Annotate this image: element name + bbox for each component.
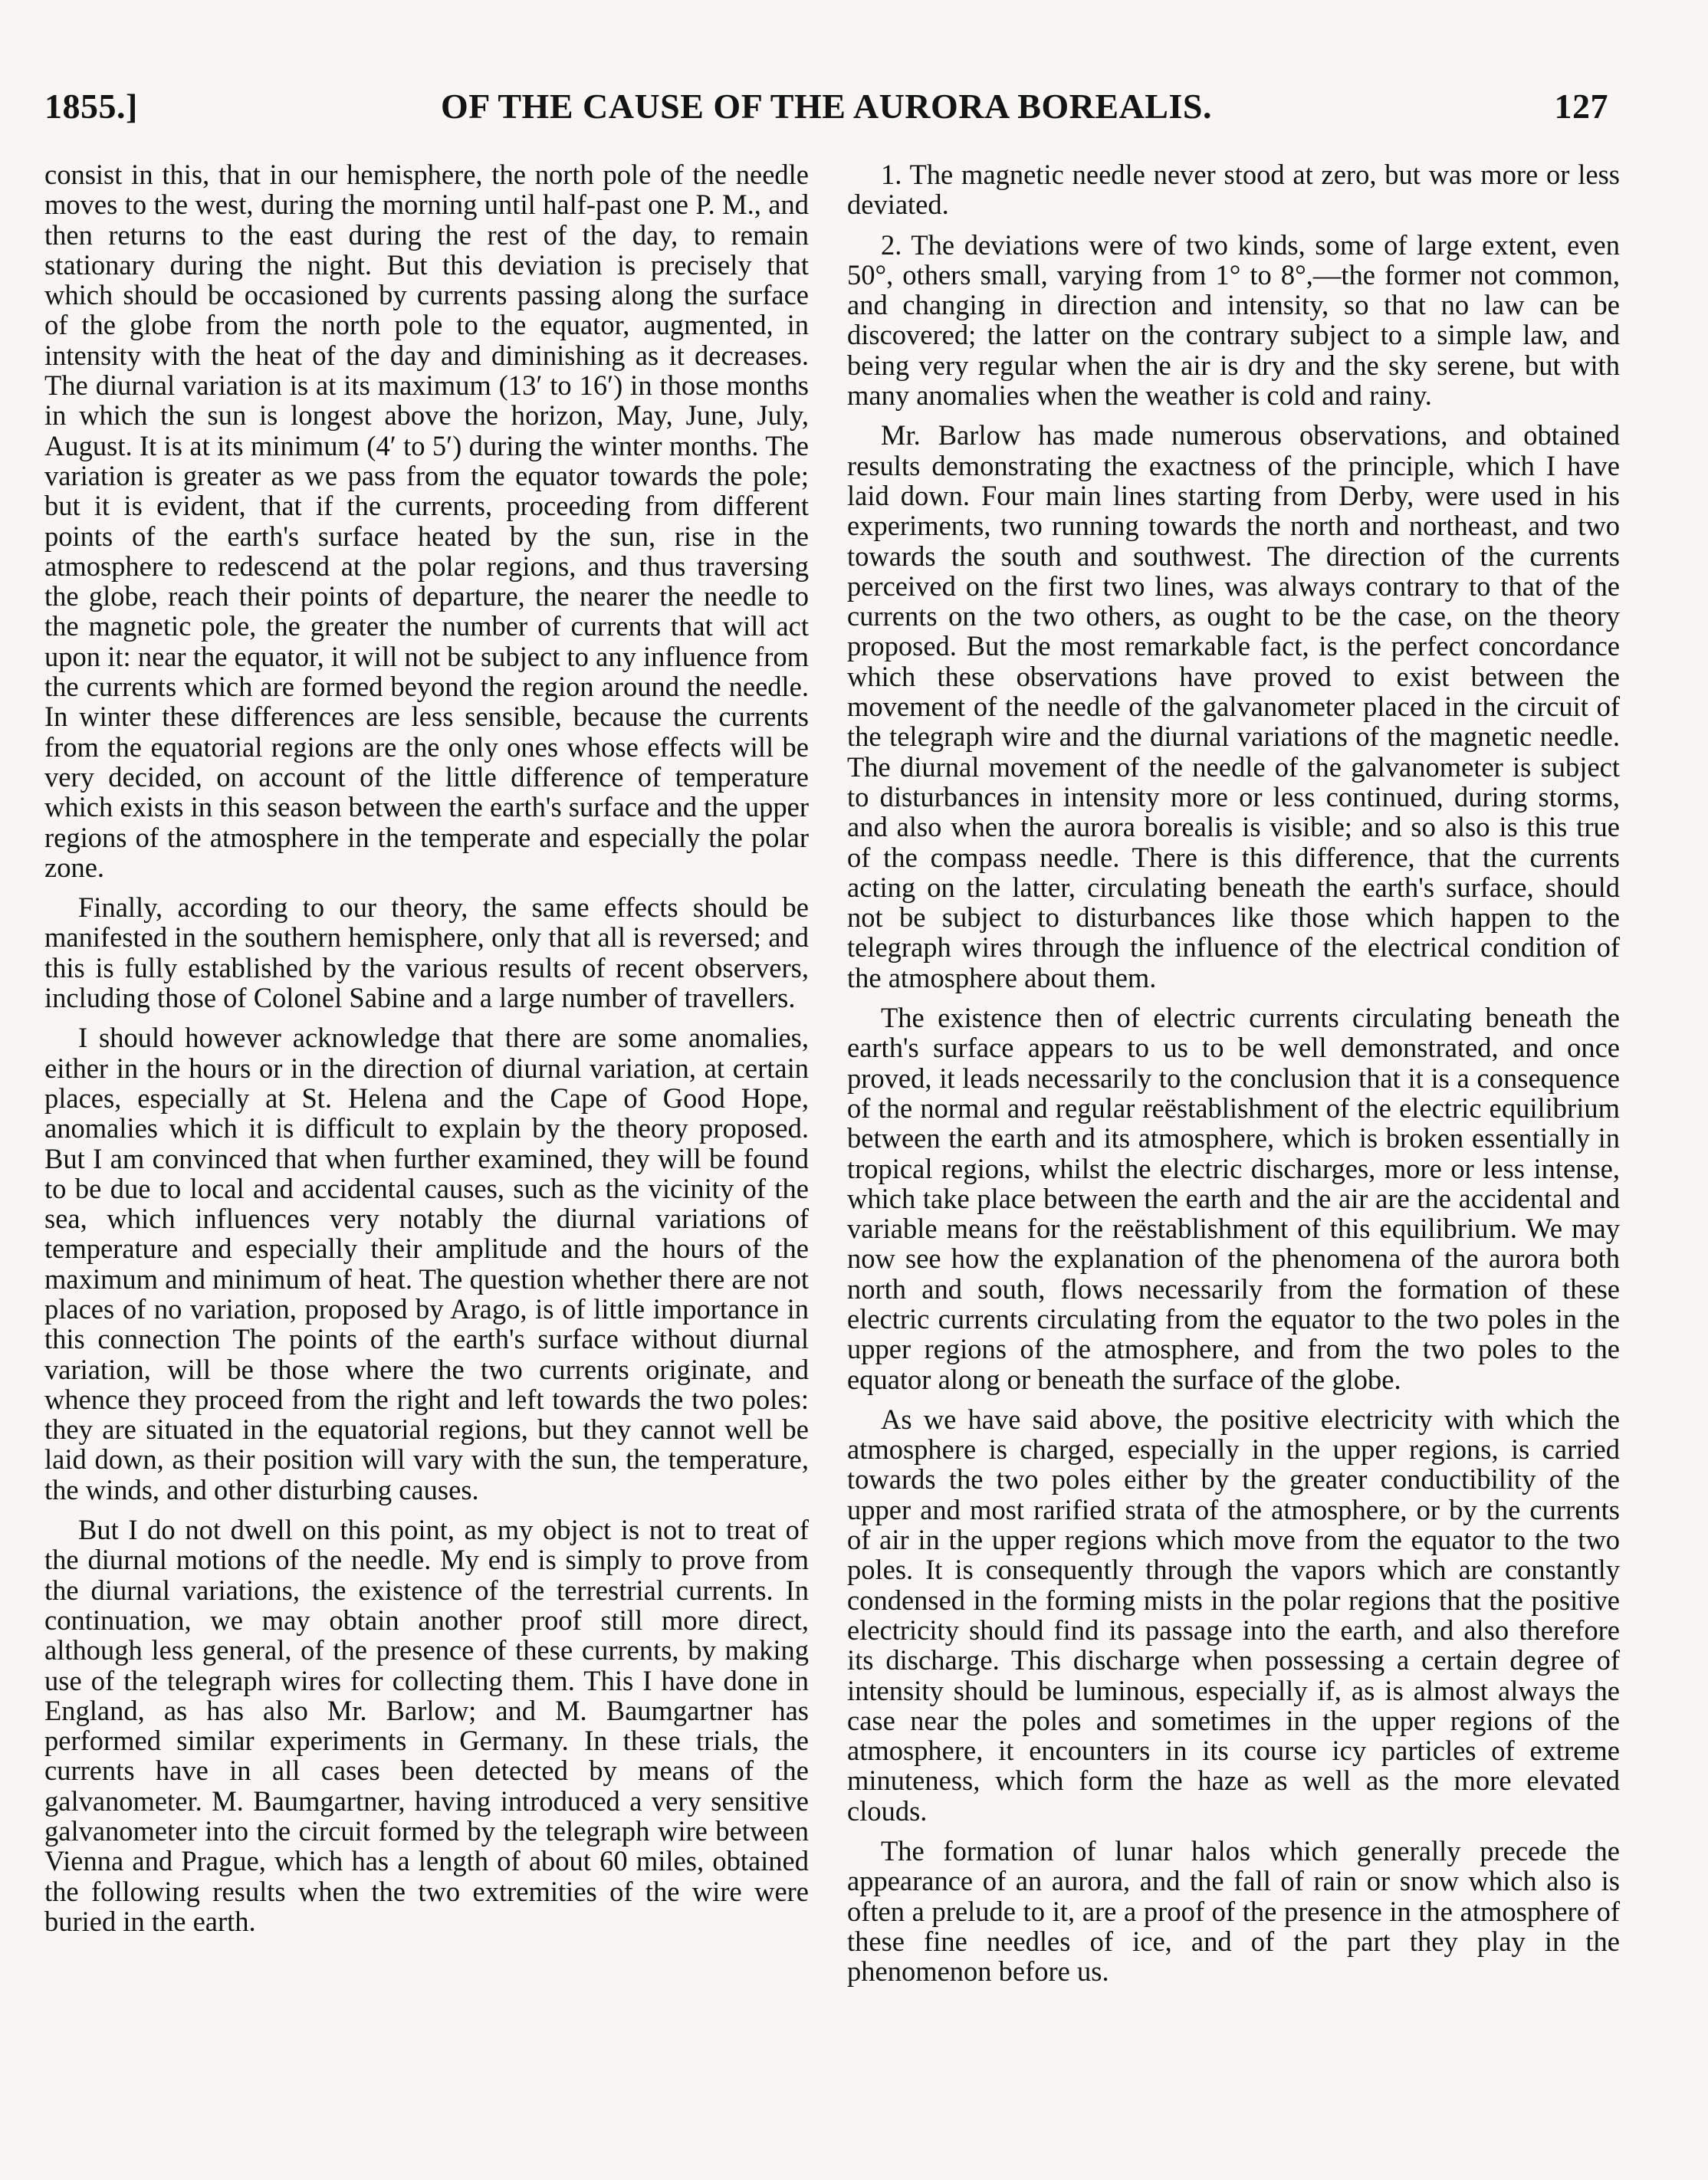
header-year: 1855.] bbox=[44, 87, 138, 126]
paragraph: consist in this, that in our hemisphere, the north pole of the needle moves to the west, during the morning until half-past one P. M., and then returns to the east during the rest of the day, to remain stationary during the night. But this deviation is precisely that which should be occasioned by currents passing along the surface of the globe from the north pole to the equator, augmented, in intensity with the heat of the day and diminishing as it decreases. The diurnal variation is at its maximum (13′ to 16′) in those months in which the sun is longest above the horizon, May, June, July, August. It is at its minimum (4′ to 5′) during the winter months. The variation is greater as we pass from the equator towards the pole; but it is evident, that if the currents, proceeding from different points of the earth's surface heated by the sun, rise in the atmosphere to redescend at the polar regions, and thus traversing the globe, reach their points of departure, the nearer the needle to the magnetic pole, the greater the number of currents that will act upon it: near the equator, it will not be subject to any influence from the currents which are formed beyond the region around the needle. In winter these differences are less sensible, because the currents from the equatorial regions are the only ones whose effects will be very decided, on account of the little difference of temperature which exists in this season between the earth's surface and the upper regions of the atmosphere in the temperate and especially the polar zone. bbox=[44, 159, 809, 883]
right-column bbox=[847, 159, 1620, 1997]
paragraph: Mr. Barlow has made numerous observations, and obtained results demonstrating the exactness of the principle, which I have laid down. Four main lines starting from Derby, were used in his experiments, two running towards the north and northeast, and two towards the south and southwest. The direction of the currents perceived on the first two lines, was always contrary to that of the currents on the two others, as ought to be the case, on the theory proposed. But the most remarkable fact, is the perfect concordance which these observations have proved to exist between the movement of the needle of the galvanometer placed in the circuit of the telegraph wire and the diurnal variations of the magnetic needle. The diurnal movement of the needle of the galvanometer is subject to disturbances in intensity more or less continued, during storms, and also when the aurora borealis is visible; and so also is this true of the compass needle. There is this difference, that the currents acting on the latter, circulating beneath the earth's surface, should not be subject to disturbances like those which happen to the telegraph wires through the influence of the electrical condition of the atmosphere about them. bbox=[847, 419, 1620, 993]
paragraph: 2. The deviations were of two kinds, some of large extent, even 50°, others small, varying from 1° to 8°,—the former not common, and changing in direction and intensity, so that no law can be discovered; the latter on the contrary subject to a simple law, and being very regular when the air is dry and the sky serene, but with many anomalies when the weather is cold and rainy. bbox=[847, 228, 1620, 412]
page-number: 127 bbox=[1554, 87, 1608, 126]
running-header bbox=[44, 86, 1608, 132]
paragraph: 1. The magnetic needle never stood at zero, but was more or less deviated. bbox=[847, 159, 1620, 221]
paragraph: The existence then of electric currents circulating beneath the earth's surface appears to us to be well demonstrated, and once proved, it leads necessarily to the conclusion that it is a consequence of the normal and regular reëstablishment of the electric equilibrium between the earth and its atmosphere, which is broken essentially in tropical regions, whilst the electric discharges, more or less intense, which take place between the earth and the air are the accidental and variable means for the reëstablishment of this equilibrium. We may now see how the explanation of the phenomena of the aurora both north and south, flows necessarily from the formation of these electric currents circulating from the equator to the two poles in the upper regions of the atmosphere, and from the two poles to the equator along or beneath the surface of the globe. bbox=[847, 1002, 1620, 1395]
left-column bbox=[44, 159, 809, 1946]
paragraph: I should however acknowledge that there are some anomalies, either in the hours or in the direction of diurnal variation, at certain places, especially at St. Helena and the Cape of Good Hope, anomalies which it is difficult to explain by the theory proposed. But I am convinced that when further examined, they will be found to be due to local and accidental causes, such as the vicinity of the sea, which influences very notably the diurnal variations of temperature and especially their amplitude and the hours of the maximum and minimum of heat. The question whether there are not places of no variation, proposed by Arago, is of little importance in this connection The points of the earth's surface without diurnal variation, will be those where the two currents originate, and whence they proceed from the right and left towards the two poles: they are situated in the equatorial regions, but they cannot well be laid down, as their position will vary with the sun, the temperature, the winds, and other disturbing causes. bbox=[44, 1022, 809, 1505]
header-title: OF THE CAUSE OF THE AURORA BOREALIS. bbox=[441, 87, 1212, 126]
paragraph: The formation of lunar halos which generally precede the appearance of an aurora, and the fall of rain or snow which also is often a prelude to it, are a proof of the presence in the atmosphere of these fine needles of ice, and of the part they play in the phenomenon before us. bbox=[847, 1835, 1620, 1988]
paragraph: As we have said above, the positive electricity with which the atmosphere is charged, especially in the upper regions, is carried towards the two poles either by the greater conductibility of the upper and most rarified strata of the atmosphere, or by the currents of air in the upper regions which move from the equator to the two poles. It is consequently through the vapors which are constantly condensed in the forming mists in the polar regions that the positive electricity should find its passage into the earth, and also therefore its discharge. This discharge when possessing a certain degree of intensity should be luminous, especially if, as is almost always the case near the poles and sometimes in the upper regions of the atmosphere, it encounters in its course icy particles of extreme minuteness, which form the haze as well as the more elevated clouds. bbox=[847, 1403, 1620, 1827]
paragraph: Finally, according to our theory, the same effects should be manifested in the southern hemisphere, only that all is reversed; and this is fully established by the various results of recent observers, including those of Colonel Sabine and a large number of travellers. bbox=[44, 891, 809, 1014]
paragraph: But I do not dwell on this point, as my object is not to treat of the diurnal motions of the needle. My end is simply to prove from the diurnal variations, the existence of the terrestrial currents. In continuation, we may obtain another proof still more direct, although less general, of the presence of these currents, by making use of the telegraph wires for collecting them. This I have done in England, as has also Mr. Barlow; and M. Baumgartner has performed similar experiments in Germany. In these trials, the currents have in all cases been detected by means of the galvanometer. M. Baumgartner, having introduced a very sensitive galvanometer into the circuit formed by the telegraph wire between Vienna and Prague, which has a length of about 60 miles, obtained the following results when the two extremities of the wire were buried in the earth. bbox=[44, 1514, 809, 1937]
